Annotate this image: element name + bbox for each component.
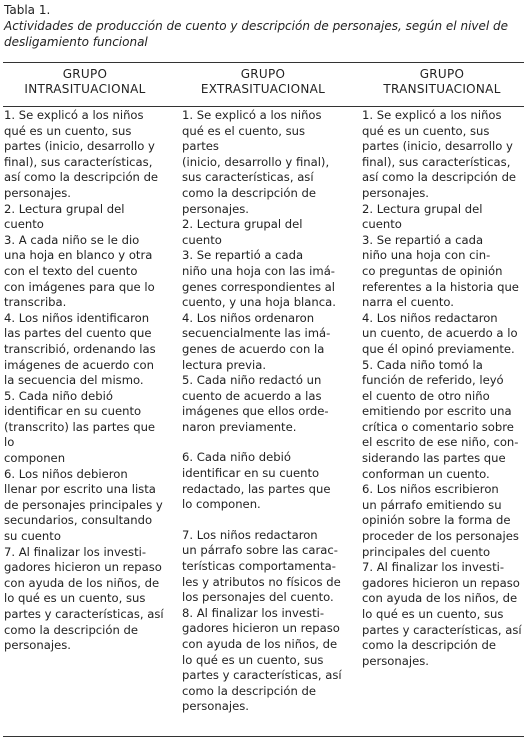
table-header-rule [3, 106, 524, 107]
column-extrasituacional [182, 108, 345, 715]
activity-item: 1. Se explicó a los niños qué es un cuento, sus partes (inicio, desarrollo y final), sus características, así como la descripción de personajes. [4, 108, 159, 200]
activity-item: 3. A cada niño se le dio una hoja en blanco y otra con el texto del cuento con imágenes para que lo transcriba. [4, 232, 155, 310]
activity-item: 3. Se repartió a cada niño una hoja con cin- co preguntas de opinión referentes a la historia que narra el cuento. [362, 232, 519, 310]
activity-item: 4. Los niños redactaron un cuento, de acuerdo a lo que él opinó previamente. [362, 310, 518, 356]
activity-item: 2. Lectura grupal del cuento [4, 201, 125, 232]
column-intrasituacional [4, 108, 167, 654]
column-header-intrasituacional [0, 67, 170, 97]
activity-item: 1. Se explicó a los niños qué es un cuento, sus partes (inicio, desarrollo y final), sus características, así como la descripción de personajes. [362, 108, 517, 200]
activity-item: 4. Los niños identificaron las partes del cuento que transcribió, ordenando las imágenes de acuerdo con la secuencia del mismo. [4, 310, 156, 388]
activity-item: 6. Los niños debieron llenar por escrito una lista de personajes principales y secundarios, consultando su cuento [4, 466, 163, 544]
table-caption: Actividades de producción de cuento y descripción de personajes, según el nivel de desligamiento funcional [4, 19, 509, 49]
activity-item: 8. Al finalizar los investi- gadores hicieron un repaso con ayuda de los niños, de lo qué es un cuento, sus partes y características, así como la descripción de personajes. [182, 605, 342, 714]
table-bottom-rule [3, 736, 524, 737]
column-header-line: GRUPO [62, 67, 108, 81]
column-header-line: TRANSITUACIONAL [383, 82, 501, 96]
activity-item: 5. Cada niño debió identificar en su cuento (transcrito) las partes que lo componen [4, 388, 156, 466]
column-header-extrasituacional [178, 67, 348, 97]
activity-item: 1. Se explicó a los niños qué es el cuento, sus partes (inicio, desarrollo y final), sus características, así como la descripción de personajes. [182, 108, 330, 216]
activity-item: 2. Lectura grupal del cuento [362, 201, 483, 232]
column-header-line: GRUPO [419, 67, 465, 81]
activity-item: 5. Cada niño tomó la función de referido, leyó el cuento de otro niño emitiendo por escrito una crítica o comentario sobre el escrito de ese niño, con- siderando las partes que conforman un cuento. [362, 357, 519, 481]
activity-item: 4. Los niños ordenaron secuencialmente las imá- genes de acuerdo con la lectura previa. [182, 310, 331, 372]
activity-item: 7. Al finalizar los investi- gadores hicieron un repaso con ayuda de los niños, de lo qué es un cuento, sus partes y características, así como la descripción de personajes. [362, 560, 522, 668]
column-header-line: INTRASITUACIONAL [24, 82, 146, 96]
activity-item: 2. Lectura grupal del cuento [182, 217, 303, 247]
activity-item: 7. Los niños redactaron un párrafo sobre las carac- terísticas comportamenta- les y atributos no físicos de los personajes del cuento. [182, 527, 341, 605]
column-header-transituacional [357, 67, 527, 97]
activity-item: 5. Cada niño redactó un cuento de acuerdo a las imágenes que ellos orde- naron previamente. [182, 373, 329, 434]
table-top-rule [3, 62, 524, 63]
column-transituacional [362, 108, 525, 669]
column-header-line: EXTRASITUACIONAL [200, 82, 326, 96]
activity-item: 3. Se repartió a cada niño una hoja con las imá- genes correspondientes al cuento, y una hoja blanca. [182, 248, 336, 310]
column-header-line: GRUPO [240, 67, 286, 81]
activity-item: 7. Al finalizar los investi- gadores hicieron un repaso con ayuda de los niños, de lo qué es un cuento, sus partes y características, así como la descripción de personajes. [4, 544, 164, 653]
activity-item: 6. Los niños escribieron un párrafo emitiendo su opinión sobre la forma de proceder de los personajes principales del cuento [362, 482, 519, 559]
table-label: Tabla 1. [4, 3, 51, 17]
activity-item: 6. Cada niño debió identificar en su cuento redactado, las partes que lo componen. [182, 450, 331, 512]
